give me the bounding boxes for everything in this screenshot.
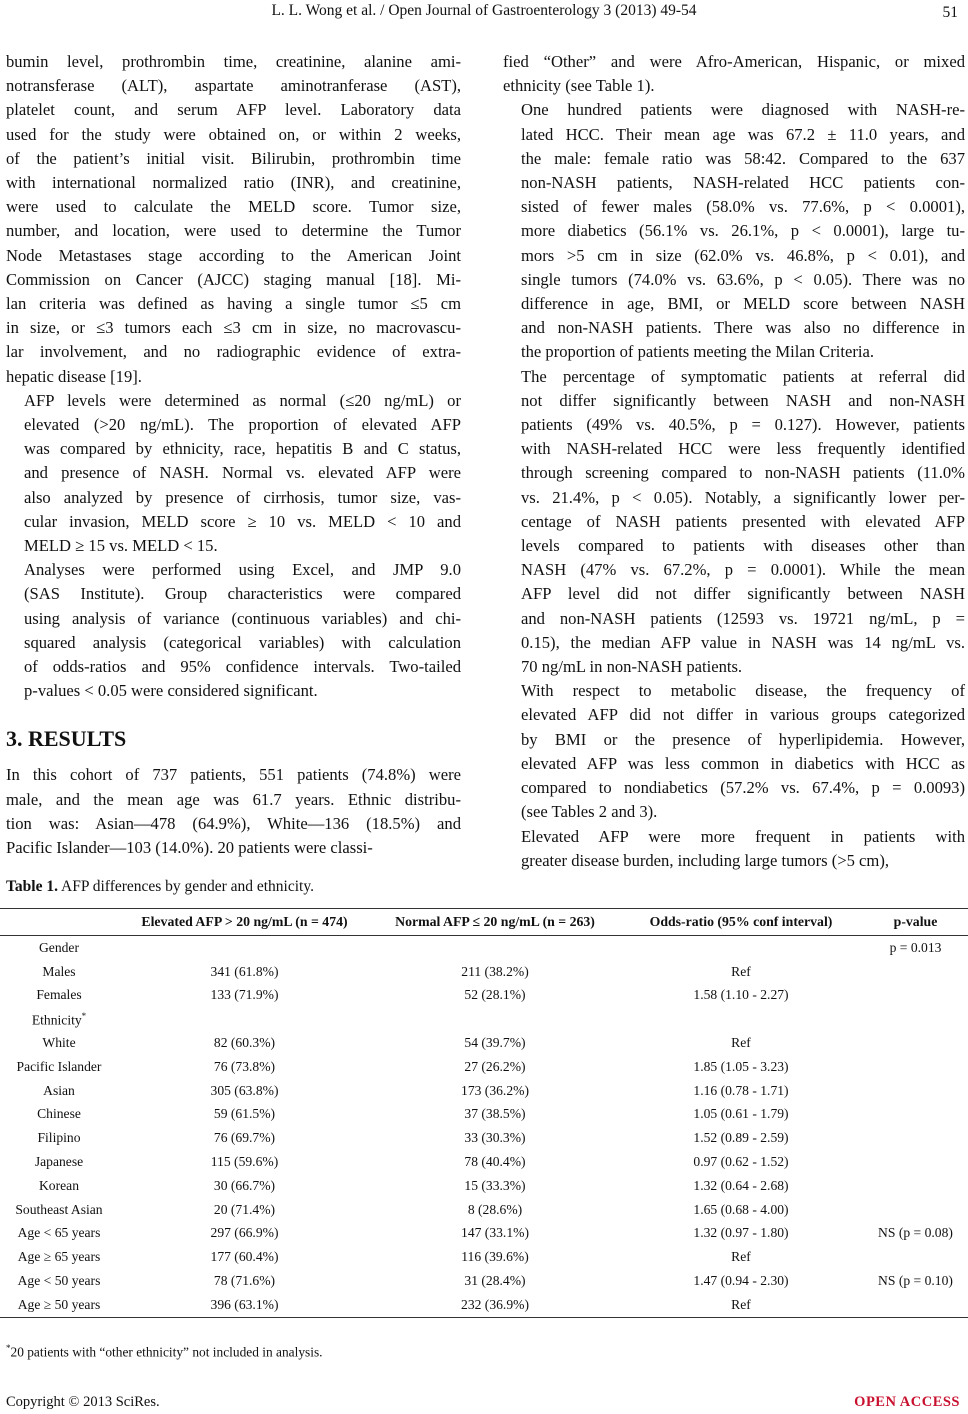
table-row [0,1126,968,1150]
text-line: of the patient’s initial visit. Bilirubin, prothrombin time [6,148,461,168]
table-header-cell: p-value [863,909,968,936]
text-line: patients (49% vs. 40.5%, p = 0.127). However, patients [521,415,965,435]
text-line: with NASH-related HCC were less frequently identified [521,439,965,459]
right-column [503,50,965,873]
text-line: greater disease burden, including large tumors (>5 cm), [521,850,890,870]
table-caption-label: Table 1. [6,878,58,895]
table-cell: Ref [619,1293,863,1317]
table-cell: Age ≥ 65 years [17,1249,101,1265]
table-row [0,1222,968,1246]
text-line: lan criteria was defined as having a single tumor ≤5 cm [6,294,461,314]
table-cell: 0.97 (0.62 - 1.52) [693,1154,789,1170]
text-line: Commission on Cancer (AJCC) staging manual [18]. Mi- [6,269,461,289]
table-cell: 52 (28.1%) [464,987,526,1003]
table-cell: 59 (61.5%) [213,1106,276,1122]
text-line: cular invasion, MELD score ≥ 10 vs. MELD < 10 and [24,511,461,531]
table-cell: 37 (38.5%) [464,1106,526,1122]
table-header-cell: Elevated AFP > 20 ng/mL (n = 474) [118,909,371,936]
text-line: was compared by ethnicity, race, hepatitis B and C status, [24,439,461,459]
left-paragraph-2 [6,389,461,558]
table-footnote: *20 patients with “other ethnicity” not included in analysis. [6,1343,323,1360]
table-cell: 116 (39.6%) [461,1249,529,1265]
text-line: the male: female ratio was 58:42. Compared to the 637 [521,148,965,168]
text-line: NASH (47% vs. 67.2%, p = 0.0001). While the mean [521,560,965,580]
text-line: sisted of fewer males (58.0% vs. 77.6%, p < 0.0001), [521,197,965,217]
text-line: the proportion of patients meeting the Milan Criteria. [521,342,874,362]
text-line: bumin level, prothrombin time, creatinine, alanine ami- [6,52,461,71]
table-cell [863,1174,968,1198]
table-cell: 30 (66.7%) [213,1177,276,1193]
table-row [0,960,968,984]
table-cell [371,936,619,960]
table-cell: 211 (38.2%) [461,963,529,979]
text-line: not differ significantly between NASH and non-NASH [521,390,965,410]
table-cell: 173 (36.2%) [461,1082,529,1098]
text-line: p-values < 0.05 were considered significant. [24,681,318,701]
text-line: lated HCC. Their mean age was 67.2 ± 11.0 years, and [521,124,965,144]
text-line: Node Metastases stage according to the American Joint [6,245,461,265]
page-header [0,2,968,24]
table-cell [863,1055,968,1079]
text-line: single tumors (74.0% vs. 63.6%, p < 0.05). There was no [521,269,965,289]
table-cell [863,1126,968,1150]
table-cell: Southeast Asian [15,1201,103,1217]
table-cell: Ref [731,963,751,979]
table-cell: Females [36,987,82,1003]
text-line: also analyzed by presence of cirrhosis, tumor size, vas- [24,487,461,507]
table-cell [863,1103,968,1127]
table-body [0,936,968,1318]
table-cell [863,1150,968,1174]
table-cell: 297 (66.9%) [210,1225,279,1241]
table-cell: p = 0.013 [889,939,942,955]
text-line: AFP levels were determined as normal (≤20 ng/mL) or [24,390,461,410]
text-line: of odds-ratios and 95% confidence intervals. Two-tailed [24,657,461,677]
table-cell: 15 (33.3%) [464,1177,526,1193]
text-line: squared analysis (categorical variables) with calculation [24,632,461,652]
text-line: MELD ≥ 15 vs. MELD < 15. [24,536,218,556]
table-header-cell: Odds-ratio (95% conf interval) [619,909,863,936]
text-line: One hundred patients were diagnosed with NASH-re- [521,100,965,120]
table-row [0,984,968,1008]
table-header-cell: Normal AFP ≤ 20 ng/mL (n = 263) [371,909,619,936]
table-cell: 20 (71.4%) [213,1201,276,1217]
text-line: elevated AFP was less common in diabetics with HCC as [521,753,965,773]
table-row [0,1245,968,1269]
text-line: The percentage of symptomatic patients at referral did [521,366,965,386]
text-line: male, and the mean age was 61.7 years. Ethnic distribu- [6,789,461,809]
table-cell: Males [42,963,76,979]
right-paragraph-3 [503,365,965,680]
text-line: compared to nondiabetics (57.2% vs. 67.4%, p = 0.0093) [521,778,965,798]
table-cell: Pacific Islander [16,1058,102,1074]
table-cell: 115 (59.6%) [210,1154,279,1170]
left-column [6,50,461,860]
text-line: tion was: Asian—478 (64.9%), White—136 (18.5%) and [6,813,461,833]
text-line: Elevated AFP were more frequent in patients with [521,826,965,846]
table-cell: Age < 50 years [17,1273,101,1289]
table-cell: 78 (71.6%) [213,1273,276,1289]
table-cell [863,960,968,984]
table-row [0,1007,968,1031]
table-cell: Ref [731,1249,751,1265]
table-cell: 1.47 (0.94 - 2.30) [693,1273,789,1289]
table-row [0,1293,968,1317]
table-cell [619,1007,863,1031]
text-line: fied “Other” and were Afro-American, Hispanic, or mixed [503,52,965,71]
table-cell: 341 (61.8%) [210,963,279,979]
open-access-label: OPEN ACCESS [854,1394,960,1410]
table-cell [863,1198,968,1222]
table-row [0,1103,968,1127]
text-line: through screening compared to non-NASH patients (11.0% [521,463,965,483]
table-cell: Japanese [34,1154,84,1170]
table-cell: Gender [38,939,79,955]
table-cell: 82 (60.3%) [213,1035,276,1051]
text-line: 0.15), the median AFP value in NASH was 14 ng/mL vs. [521,632,965,652]
table-cell [863,1031,968,1055]
table-cell [863,1007,968,1031]
text-line: mors >5 cm in size (62.0% vs. 46.8%, p < 0.01), and [521,245,965,265]
text-line: with international normalized ratio (INR), and creatinine, [6,173,461,193]
page-number: 51 [942,4,958,21]
table-cell: 305 (63.8%) [210,1082,279,1098]
right-paragraph-5 [503,825,965,873]
text-line: more diabetics (56.1% vs. 26.1%, p < 0.0001), large tu- [521,221,965,241]
right-paragraph-2 [503,98,965,364]
table-row [0,1055,968,1079]
table-caption-text: AFP differences by gender and ethnicity. [61,878,314,895]
text-line: Analyses were performed using Excel, and JMP 9.0 [24,560,461,580]
table-cell: 1.52 (0.89 - 2.59) [693,1130,789,1146]
right-paragraph-4 [503,679,965,824]
table-cell: Chinese [37,1106,81,1122]
table-header-row [0,909,968,936]
table-row [0,1031,968,1055]
table-cell [118,936,371,960]
text-line: AFP level did not differ significantly between NASH [521,584,965,604]
text-line: and non-NASH patients (12593 vs. 19721 ng/mL, p = [521,608,965,628]
text-line: and non-NASH patients. There was also no difference in [521,318,965,338]
text-line: number, and location, were used to determine the Tumor [6,221,461,241]
copyright: Copyright © 2013 SciRes. [6,1394,160,1410]
table-cell: 1.32 (0.64 - 2.68) [693,1177,789,1193]
text-line: difference in age, BMI, or MELD score between NASH [521,294,965,314]
table-cell [371,1007,619,1031]
table-cell: 31 (28.4%) [464,1273,526,1289]
table-caption [6,878,314,896]
text-line: lar involvement, and no radiographic evidence of extra- [6,342,461,362]
text-line: vs. 21.4%, p < 0.05). Notably, a significantly lower per- [521,487,965,507]
text-line: centage of NASH patients presented with elevated AFP [521,511,965,531]
table-cell: 396 (63.1%) [118,1293,371,1317]
table-cell: 8 (28.6%) [467,1201,523,1217]
table-cell: 1.58 (1.10 - 2.27) [693,987,789,1003]
table-cell [863,1293,968,1317]
table-header-cell [0,909,118,936]
table-cell: Age ≥ 50 years [0,1293,118,1317]
text-line: notransferase (ALT), aspartate aminotranferase (AST), [6,76,461,96]
table-cell: Age < 65 years [17,1225,101,1241]
left-paragraph-4 [6,763,461,860]
section-heading-results: 3. RESULTS [6,726,127,752]
text-line: ethnicity (see Table 1). [503,76,655,96]
left-paragraph-1 [6,50,461,389]
table-cell: 78 (40.4%) [464,1154,526,1170]
text-line: levels compared to patients with diseases other than [521,536,965,556]
table-cell: 1.05 (0.61 - 1.79) [693,1106,789,1122]
table-row [0,1150,968,1174]
table-cell: Ref [731,1035,751,1051]
text-line: (SAS Institute). Group characteristics were compared [24,584,461,604]
table-cell: Ethnicity* [31,1010,87,1028]
table-cell: 147 (33.1%) [461,1225,529,1241]
text-line: (see Tables 2 and 3). [521,802,658,822]
table-cell [863,1079,968,1103]
table-row [0,936,968,960]
table-1 [0,908,968,1318]
table-cell: 76 (73.8%) [213,1058,276,1074]
table-row [0,1269,968,1293]
table-cell: 1.85 (1.05 - 3.23) [693,1058,789,1074]
table-cell: 54 (39.7%) [464,1035,526,1051]
running-title: L. L. Wong et al. / Open Journal of Gastroenterology 3 (2013) 49-54 [271,2,697,19]
text-line: hepatic disease [19]. [6,366,142,386]
text-line: 70 ng/mL in non-NASH patients. [521,657,743,677]
table-cell: NS (p = 0.08) [878,1225,953,1241]
table-cell: 1.16 (0.78 - 1.71) [693,1082,789,1098]
left-paragraph-3 [6,558,461,703]
table-cell: 1.32 (0.97 - 1.80) [693,1225,789,1241]
table-cell: 33 (30.3%) [464,1130,526,1146]
table-cell: Korean [38,1177,79,1193]
table-cell: Asian [43,1082,75,1098]
text-line: using analysis of variance (continuous variables) and chi- [24,608,461,628]
table-cell: White [42,1035,76,1051]
table-row [0,1079,968,1103]
table-cell [118,1007,371,1031]
table-cell [863,1245,968,1269]
table-cell: 232 (36.9%) [371,1293,619,1317]
text-line: by BMI or the presence of hyperlipidemia. However, [521,729,965,749]
text-line: were used to calculate the MELD score. Tumor size, [6,197,461,217]
text-line: Pacific Islander—103 (14.0%). 20 patients were classi- [6,838,373,858]
table-cell: Filipino [37,1130,81,1146]
text-line: non-NASH patients, NASH-related HCC patients con- [521,173,965,193]
text-line: and presence of NASH. Normal vs. elevated AFP were [24,463,461,483]
table-cell: 177 (60.4%) [210,1249,279,1265]
table-row [0,1174,968,1198]
text-line: In this cohort of 737 patients, 551 patients (74.8%) were [6,765,461,785]
table-cell: 27 (26.2%) [464,1058,526,1074]
table-cell [619,936,863,960]
text-line: platelet count, and serum AFP level. Laboratory data [6,100,461,120]
text-line: With respect to metabolic disease, the frequency of [521,681,965,701]
text-line: elevated (>20 ng/mL). The proportion of elevated AFP [24,415,461,435]
table-cell: NS (p = 0.10) [878,1273,953,1289]
right-paragraph-1 [503,50,965,98]
table-cell: 76 (69.7%) [213,1130,276,1146]
table-row [0,1198,968,1222]
table-cell: 133 (71.9%) [210,987,279,1003]
text-line: in size, or ≤3 tumors each ≤3 cm in size, no macrovascu- [6,318,461,338]
text-line: used for the study were obtained on, or within 2 weeks, [6,124,461,144]
text-line: elevated AFP did not differ in various groups categorized [521,705,965,725]
table-cell [863,984,968,1008]
table-cell: 1.65 (0.68 - 4.00) [693,1201,789,1217]
